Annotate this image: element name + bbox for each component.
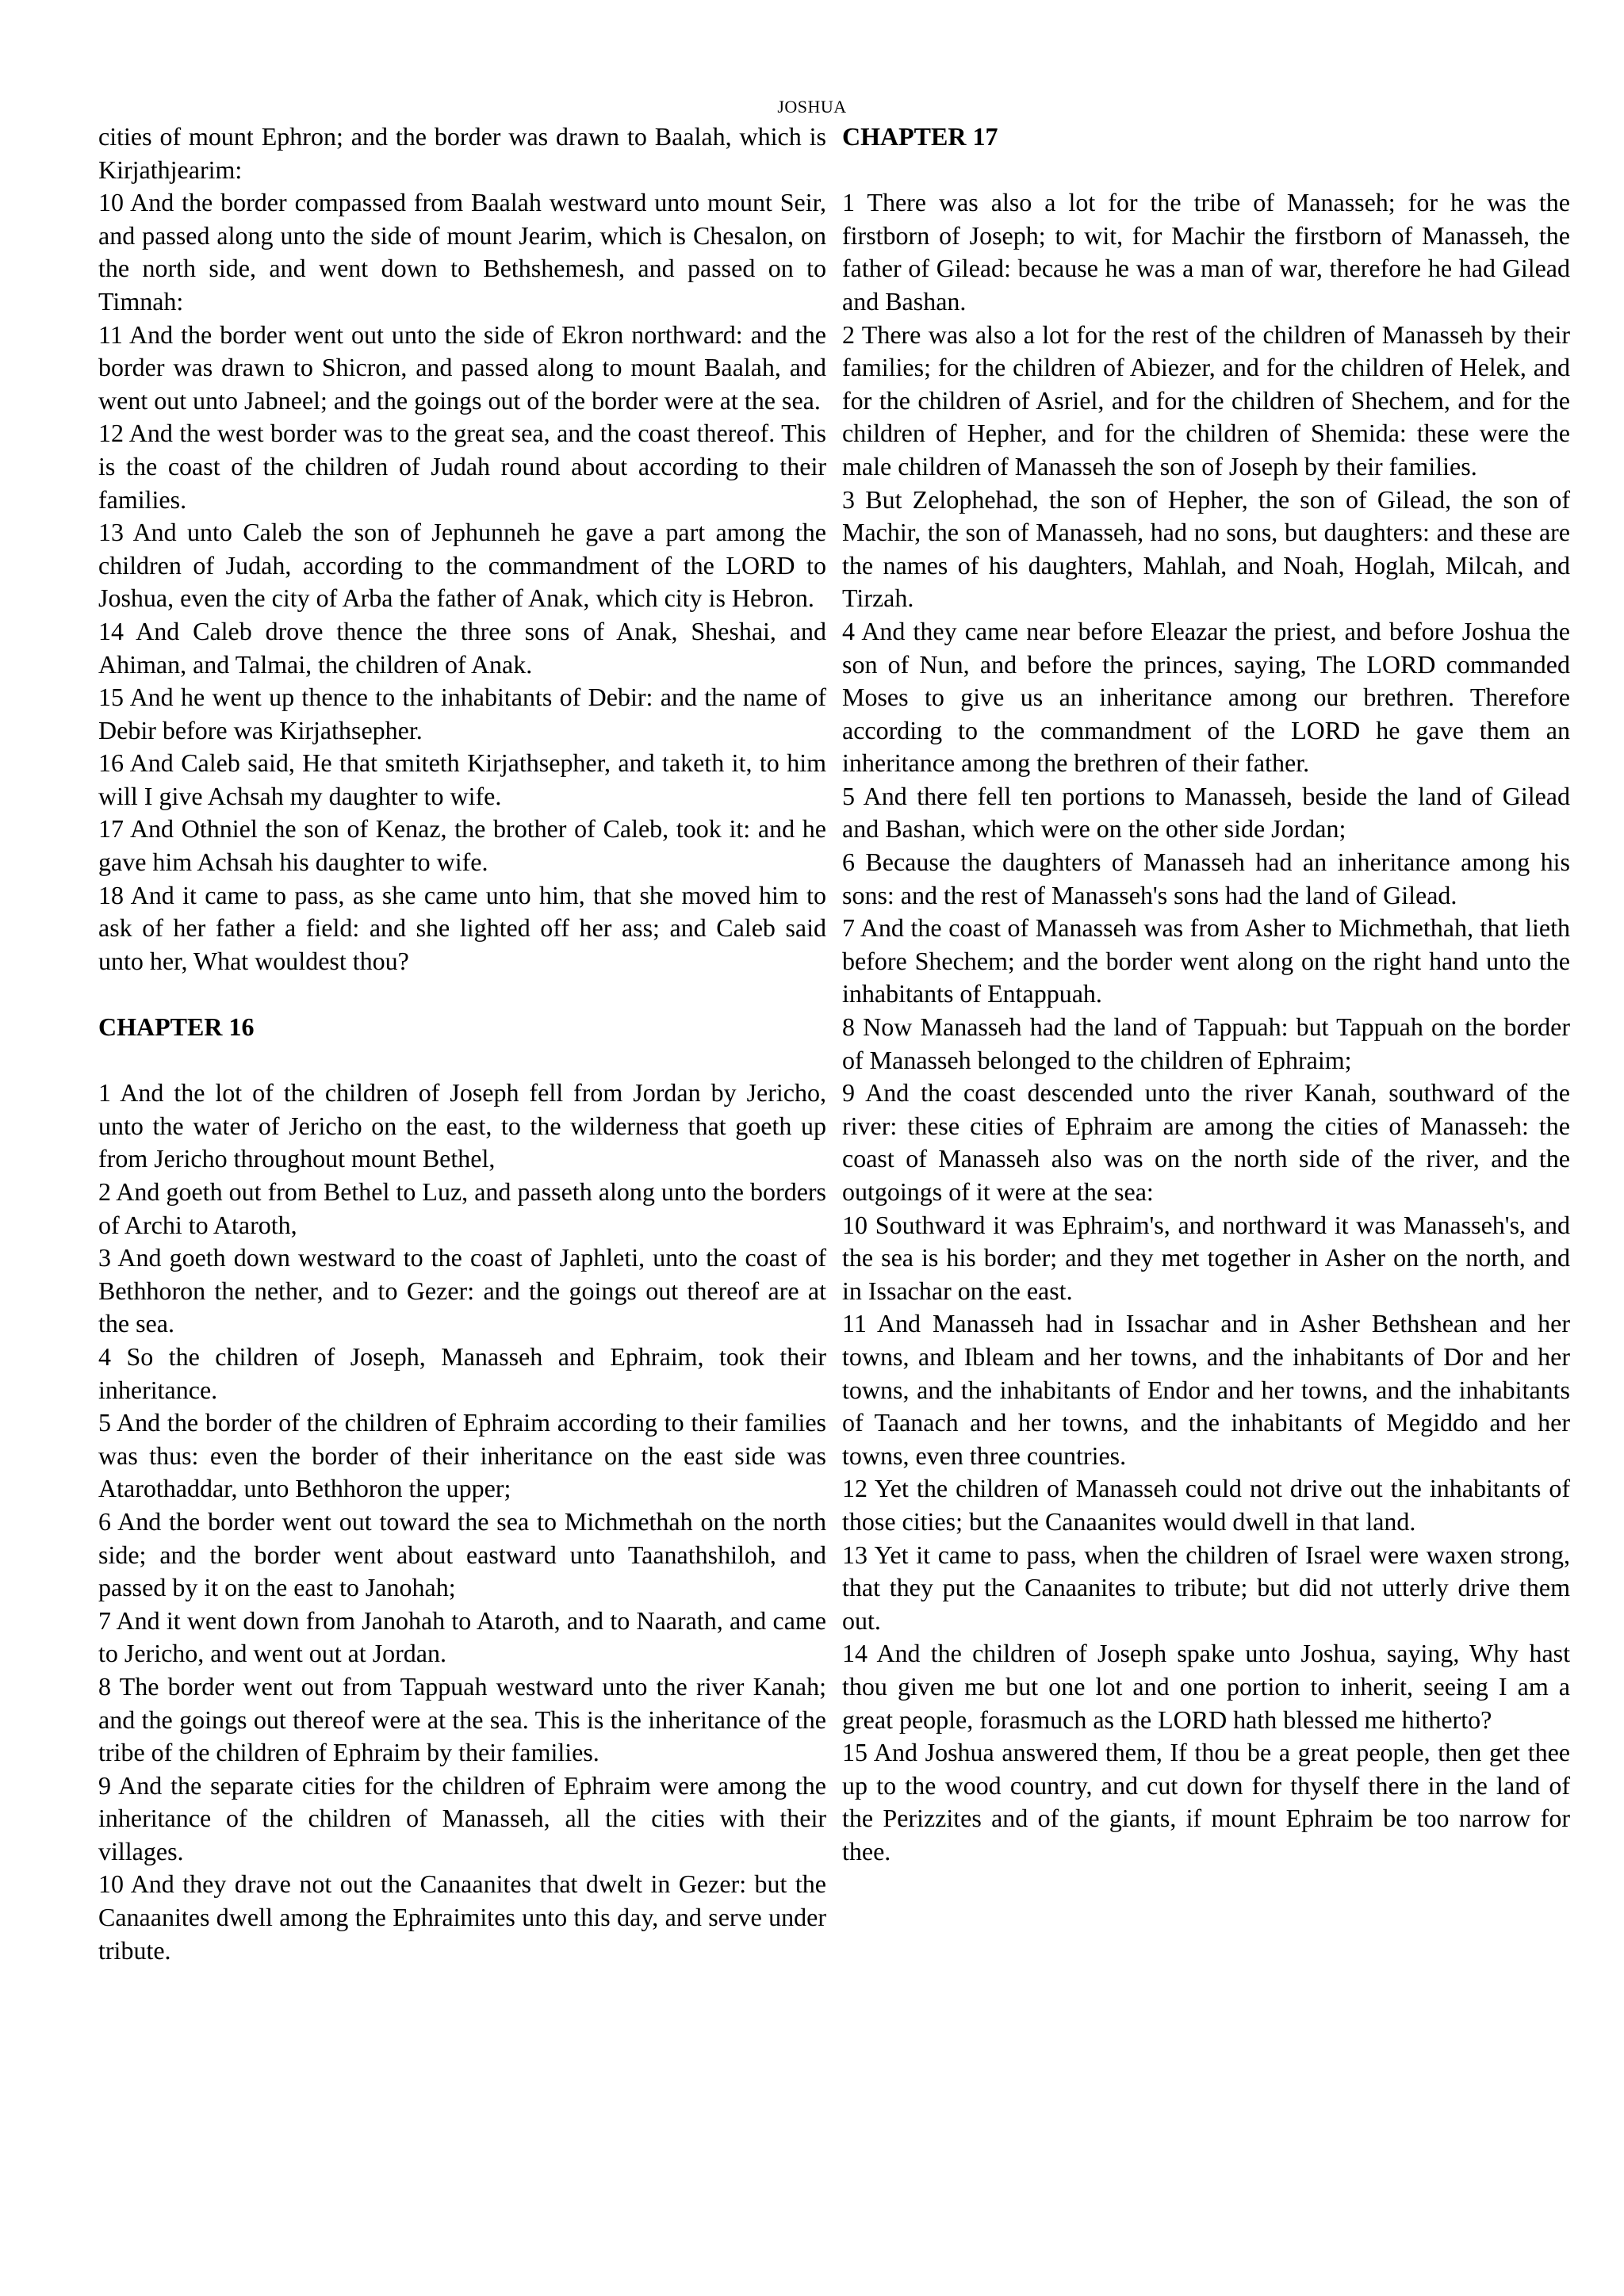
verse: 1 And the lot of the children of Joseph fell from Jordan by Jericho, unto the water of Jericho on the east, to the wilderness that goeth up from Jericho throughout mount Bethel, [98,1078,826,1173]
verse: 14 And Caleb drove thence the three sons of Anak, Sheshai, and Ahiman, and Talmai, the children of Anak. [98,616,826,679]
verse: 2 And goeth out from Bethel to Luz, and passeth along unto the borders of Archi to Ataroth, [98,1177,826,1239]
verse: 7 And the coast of Manasseh was from Asher to Michmethah, that lieth before Shechem; and the border went along on the right hand unto the inhabitants of Entappuah. [842,913,1570,1008]
verse: 15 And Joshua answered them, If thou be a great people, then get thee up to the wood country, and cut down for thyself there in the land of the Perizzites and of the giants, if mount Ephraim be too narrow for thee. [842,1738,1570,1866]
verse: 14 And the children of Joseph spake unto Joshua, saying, Why hast thou given me but one lot and one portion to inherit, seeing I am a great people, forasmuch as the LORD hath blessed me hitherto? [842,1639,1570,1734]
verse: 17 And Othniel the son of Kenaz, the brother of Caleb, took it: and he gave him Achsah his daughter to wife. [98,814,826,877]
verse: 7 And it went down from Janohah to Ataroth, and to Naarath, and came to Jericho, and went out at Jordan. [98,1605,826,1668]
verse: 10 And the border compassed from Baalah westward unto mount Seir, and passed along unto the side of mount Jearim, which is Chesalon, on the north side, and went down to Bethshemesh, and passed on to Timnah: [98,188,826,316]
spacer [98,1044,826,1077]
verse: 10 And they drave not out the Canaanites that dwelt in Gezer: but the Canaanites dwell among the Ephraimites unto this day, and serve under tribute. [98,1869,826,1965]
verse: 16 And Caleb said, He that smiteth Kirjathsepher, and taketh it, to him will I give Achsah my daughter to wife. [98,748,826,810]
chapter-heading: CHAPTER 17 [842,122,998,151]
verse: 4 So the children of Joseph, Manasseh and Ephraim, took their inheritance. [98,1341,826,1404]
left-column [98,121,826,1967]
right-column [842,121,1570,1868]
verse: 13 Yet it came to pass, when the children of Israel were waxen strong, that they put the Canaanites to tribute; but did not utterly drive them out. [842,1540,1570,1635]
verse: 4 And they came near before Eleazar the priest, and before Joshua the son of Nun, and before the princes, saying, The LORD commanded Moses to give us an inheritance among our brethren. Therefore according to the commandment of the LORD he gave them an inheritance among the brethren of their father. [842,616,1570,778]
verse: 6 Because the daughters of Manasseh had an inheritance among his sons: and the rest of Manasseh's sons had the land of Gilead. [842,848,1570,909]
verse: 11 And the border went out unto the side of Ekron northward: and the border was drawn to Shicron, and passed along to mount Baalah, and went out unto Jabneel; and the goings out of the border were at the sea. [98,320,826,415]
verse: 1 There was also a lot for the tribe of Manasseh; for he was the firstborn of Joseph; to wit, for Machir the firstborn of Manasseh, the father of Gilead: because he was a man of war, therefore he had Gilead and Bashan. [842,188,1570,316]
verse: 11 And Manasseh had in Issachar and in Asher Bethshean and her towns, and Ibleam and her towns, and the inhabitants of Dor and her towns, and the inhabitants of Endor and her towns, and the inhabitants of Taanach and her towns, and the inhabitants of Megiddo and her towns, even three countries. [842,1309,1570,1470]
verse: 2 There was also a lot for the rest of the children of Manasseh by their families; for the children of Abiezer, and for the children of Helek, and for the children of Asriel, and for the children of Shechem, and for the children of Hepher, and for the children of Shemida: these were the male children of Manasseh the son of Joseph by their families. [842,320,1570,480]
chapter-heading: CHAPTER 16 [98,1012,255,1042]
spacer [842,154,1570,187]
verse: 18 And it came to pass, as she came unto him, that she moved him to ask of her father a field: and she lighted off her ass; and Caleb said unto her, What wouldest thou? [98,880,826,975]
verse: 12 Yet the children of Manasseh could not drive out the inhabitants of those cities; but the Canaanites would dwell in that land. [842,1474,1570,1536]
running-head: JOSHUA [777,97,847,117]
spacer [98,978,826,1011]
verse: 9 And the coast descended unto the river Kanah, southward of the river: these cities of Ephraim are among the cities of Manasseh: the coast of Manasseh also was on the north side of the river, and the outgoings of it were at the sea: [842,1078,1570,1206]
verse: 3 But Zelophehad, the son of Hepher, the son of Gilead, the son of Machir, the son of Manasseh, had no sons, but daughters: and these are the names of his daughters, Mahlah, and Noah, Hoglah, Milcah, and Tirzah. [842,484,1570,613]
verse: 5 And there fell ten portions to Manasseh, beside the land of Gilead and Bashan, which were on the other side Jordan; [842,781,1570,844]
verse: 10 Southward it was Ephraim's, and northward it was Manasseh's, and the sea is his border; and they met together in Asher on the north, and in Issachar on the east. [842,1210,1570,1305]
verse: 12 And the west border was to the great sea, and the coast thereof. This is the coast of the children of Judah round about according to their families. [98,419,826,514]
verse: 15 And he went up thence to the inhabitants of Debir: and the name of Debir before was Kirjathsepher. [98,683,826,744]
verse: 8 Now Manasseh had the land of Tappuah: but Tappuah on the border of Manasseh belonged to the children of Ephraim; [842,1012,1570,1074]
verse: 13 And unto Caleb the son of Jephunneh he gave a part among the children of Judah, according to the commandment of the LORD to Joshua, even the city of Arba the father of Anak, which city is Hebron. [98,518,826,613]
verse: 5 And the border of the children of Ephraim according to their families was thus: even the border of their inheritance on the east side was Atarothaddar, unto Bethhoron the upper; [98,1408,826,1503]
verse: 9 And the separate cities for the children of Ephraim were among the inheritance of the children of Manasseh, all the cities with their villages. [98,1770,826,1866]
verse: 3 And goeth down westward to the coast of Japhleti, unto the coast of Bethhoron the nether, and to Gezer: and the goings out thereof are at the sea. [98,1243,826,1338]
verse: 8 The border went out from Tappuah westward unto the river Kanah; and the goings out thereof were at the sea. This is the inheritance of the tribe of the children of Ephraim by their families. [98,1671,826,1767]
verse: cities of mount Ephron; and the border was drawn to Baalah, which is Kirjathjearim: [98,122,826,184]
verse: 6 And the border went out toward the sea to Michmethah on the north side; and the border went about eastward unto Taanathshiloh, and passed by it on the east to Janohah; [98,1506,826,1602]
